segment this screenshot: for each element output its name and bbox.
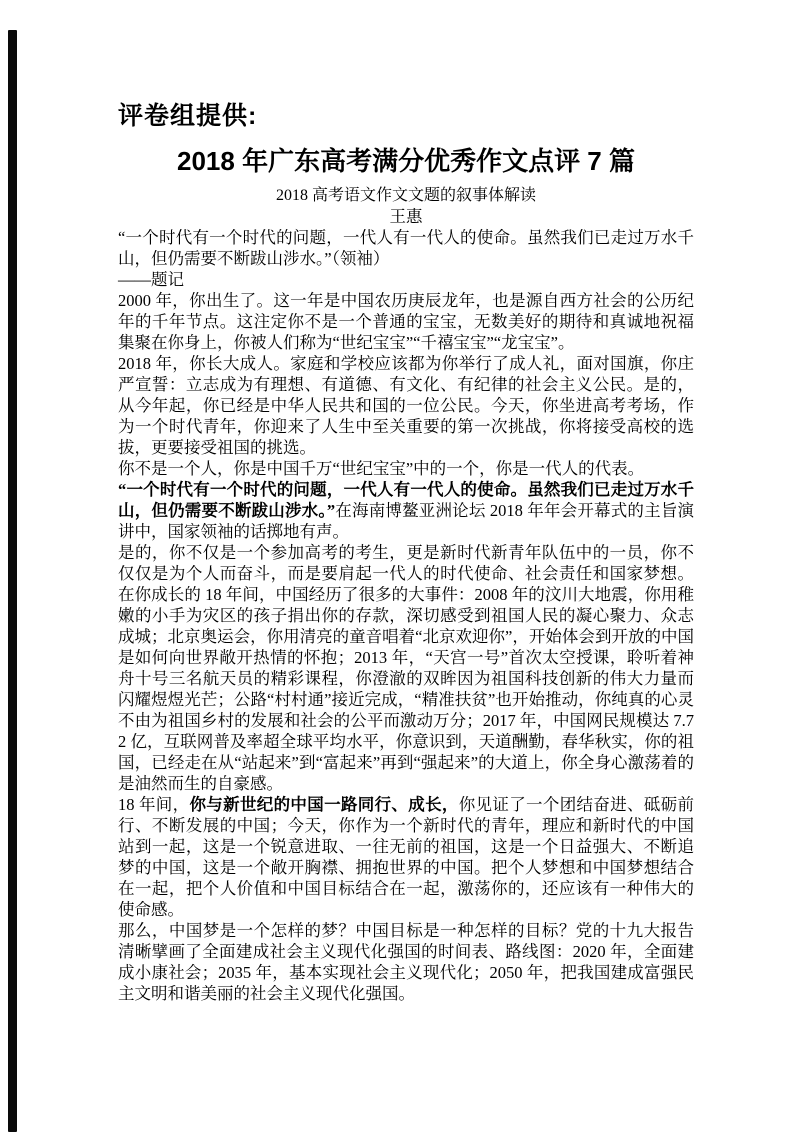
paragraph — [118, 269, 694, 290]
text-segment: ——题记 — [118, 270, 184, 289]
text-segment: 2018 年，你长大成人。家庭和学校应该都为你举行了成人礼，面对国旗，你庄严宣誓：立志成为有理想、有道德、有文化、有纪律的社会主义公民。是的，从今年起，你已经是中华人民共和国的一位公民。今天，你坐进高考考场，作为一个时代青年，你迎来了人生中至关重要的第一次挑战，你将接受高校的选拔，更要接受祖国的挑选。 — [118, 354, 694, 457]
text-segment: 在海南博鳌亚洲论坛 2018 年年会开幕式的主旨演讲中，国家领袖的话掷地有声。 — [118, 501, 695, 541]
paragraph — [118, 227, 694, 269]
text-segment: 你见证了一个团结奋进、砥砺前行、不断发展的中国；今天，你作为一个新时代的青年，理应和新时代的中国站到一起，这是一个锐意进取、一往无前的祖国，这是一个日益强大、不断追梦的中国，这是一个敞开胸襟、拥抱世界的中国。把个人梦想和中国梦想结合在一起，把个人价值和中国目标结合在一起，激荡你的，还应该有一种伟大的使命感。 — [118, 795, 695, 919]
bold-text-segment: 你与新世纪的中国一路同行、成长， — [189, 795, 459, 814]
subtitle: 2018 高考语文作文文题的叙事体解读 — [275, 187, 536, 204]
paragraph — [118, 542, 694, 794]
paragraph — [118, 353, 694, 458]
paragraph — [118, 458, 694, 479]
main-title: 2018 年广东高考满分优秀作文点评 7 篇 — [177, 146, 635, 176]
paragraph — [118, 794, 694, 920]
scan-edge-bar — [8, 30, 17, 1132]
article-body — [118, 227, 694, 1004]
paragraph — [118, 920, 694, 1004]
author-name: 王惠 — [389, 207, 423, 226]
paragraph — [118, 290, 694, 353]
paragraph — [118, 479, 694, 542]
text-segment: 18 年间， — [118, 795, 190, 814]
bold-text-segment: “一个时代有一个时代的问题，一代人有一代人的使命。虽然我们已走过万水千山，但仍需要不断跋山涉水。” — [118, 480, 694, 520]
text-segment: 2000 年，你出生了。这一年是中国农历庚辰龙年，也是源自西方社会的公历纪年的千年节点。这注定你不是一个普通的宝宝，无数美好的期待和真诚地祝福集聚在你身上，你被人们称为“世纪宝宝”“千禧宝宝”“龙宝宝”。 — [118, 291, 694, 352]
provider-heading: 评卷组提供: — [118, 102, 258, 130]
text-segment: 你不是一个人，你是中国千万“世纪宝宝”中的一个，你是一代人的代表。 — [118, 459, 645, 478]
text-segment: 那么，中国梦是一个怎样的梦？中国目标是一种怎样的目标？党的十九大报告清晰擘画了全面建成社会主义现代化强国的时间表、路线图：2020 年，全面建成小康社会；2035 年，基本实现社会主义现代化；2050 年，把我国建成富强民主文明和谐美丽的社会主义现代化强国。 — [118, 921, 694, 1003]
text-segment: “一个时代有一个时代的问题，一代人有一代人的使命。虽然我们已走过万水千山，但仍需要不断跋山涉水。”（领袖） — [118, 228, 694, 268]
text-segment: 是的，你不仅是一个参加高考的考生，更是新时代新青年队伍中的一员，你不仅仅是为个人而奋斗，而是要肩起一代人的时代使命、社会责任和国家梦想。在你成长的 18 年间，中国经历了很多的大事件：2008 年的汶川大地震，你用稚嫩的小手为灾区的孩子捐出你的存款，深切感受到祖国人民的凝心聚力、众志成城；北京奥运会，你用清亮的童音唱着“北京欢迎你”，开始体会到开放的中国是如何向世界敞开热情的怀抱；2013 年，“天宫一号”首次太空授课，聆听着神舟十号三名航天员的精彩课程，你澄澈的双眸因为祖国科技创新的伟大力量而闪耀煜煜光芒；公路“村村通”接近完成，“精准扶贫”也开始推动，你纯真的心灵不由为祖国乡村的发展和社会的公平而激动万分；2017 年，中国网民规模达 7.72 亿，互联网普及率超全球平均水平，你意识到，天道酬勤，春华秋实，你的祖国，已经走在从“站起来”到“富起来”再到“强起来”的大道上，你全身心激荡着的是油然而生的自豪感。 — [118, 543, 694, 793]
document-page — [118, 100, 694, 1004]
